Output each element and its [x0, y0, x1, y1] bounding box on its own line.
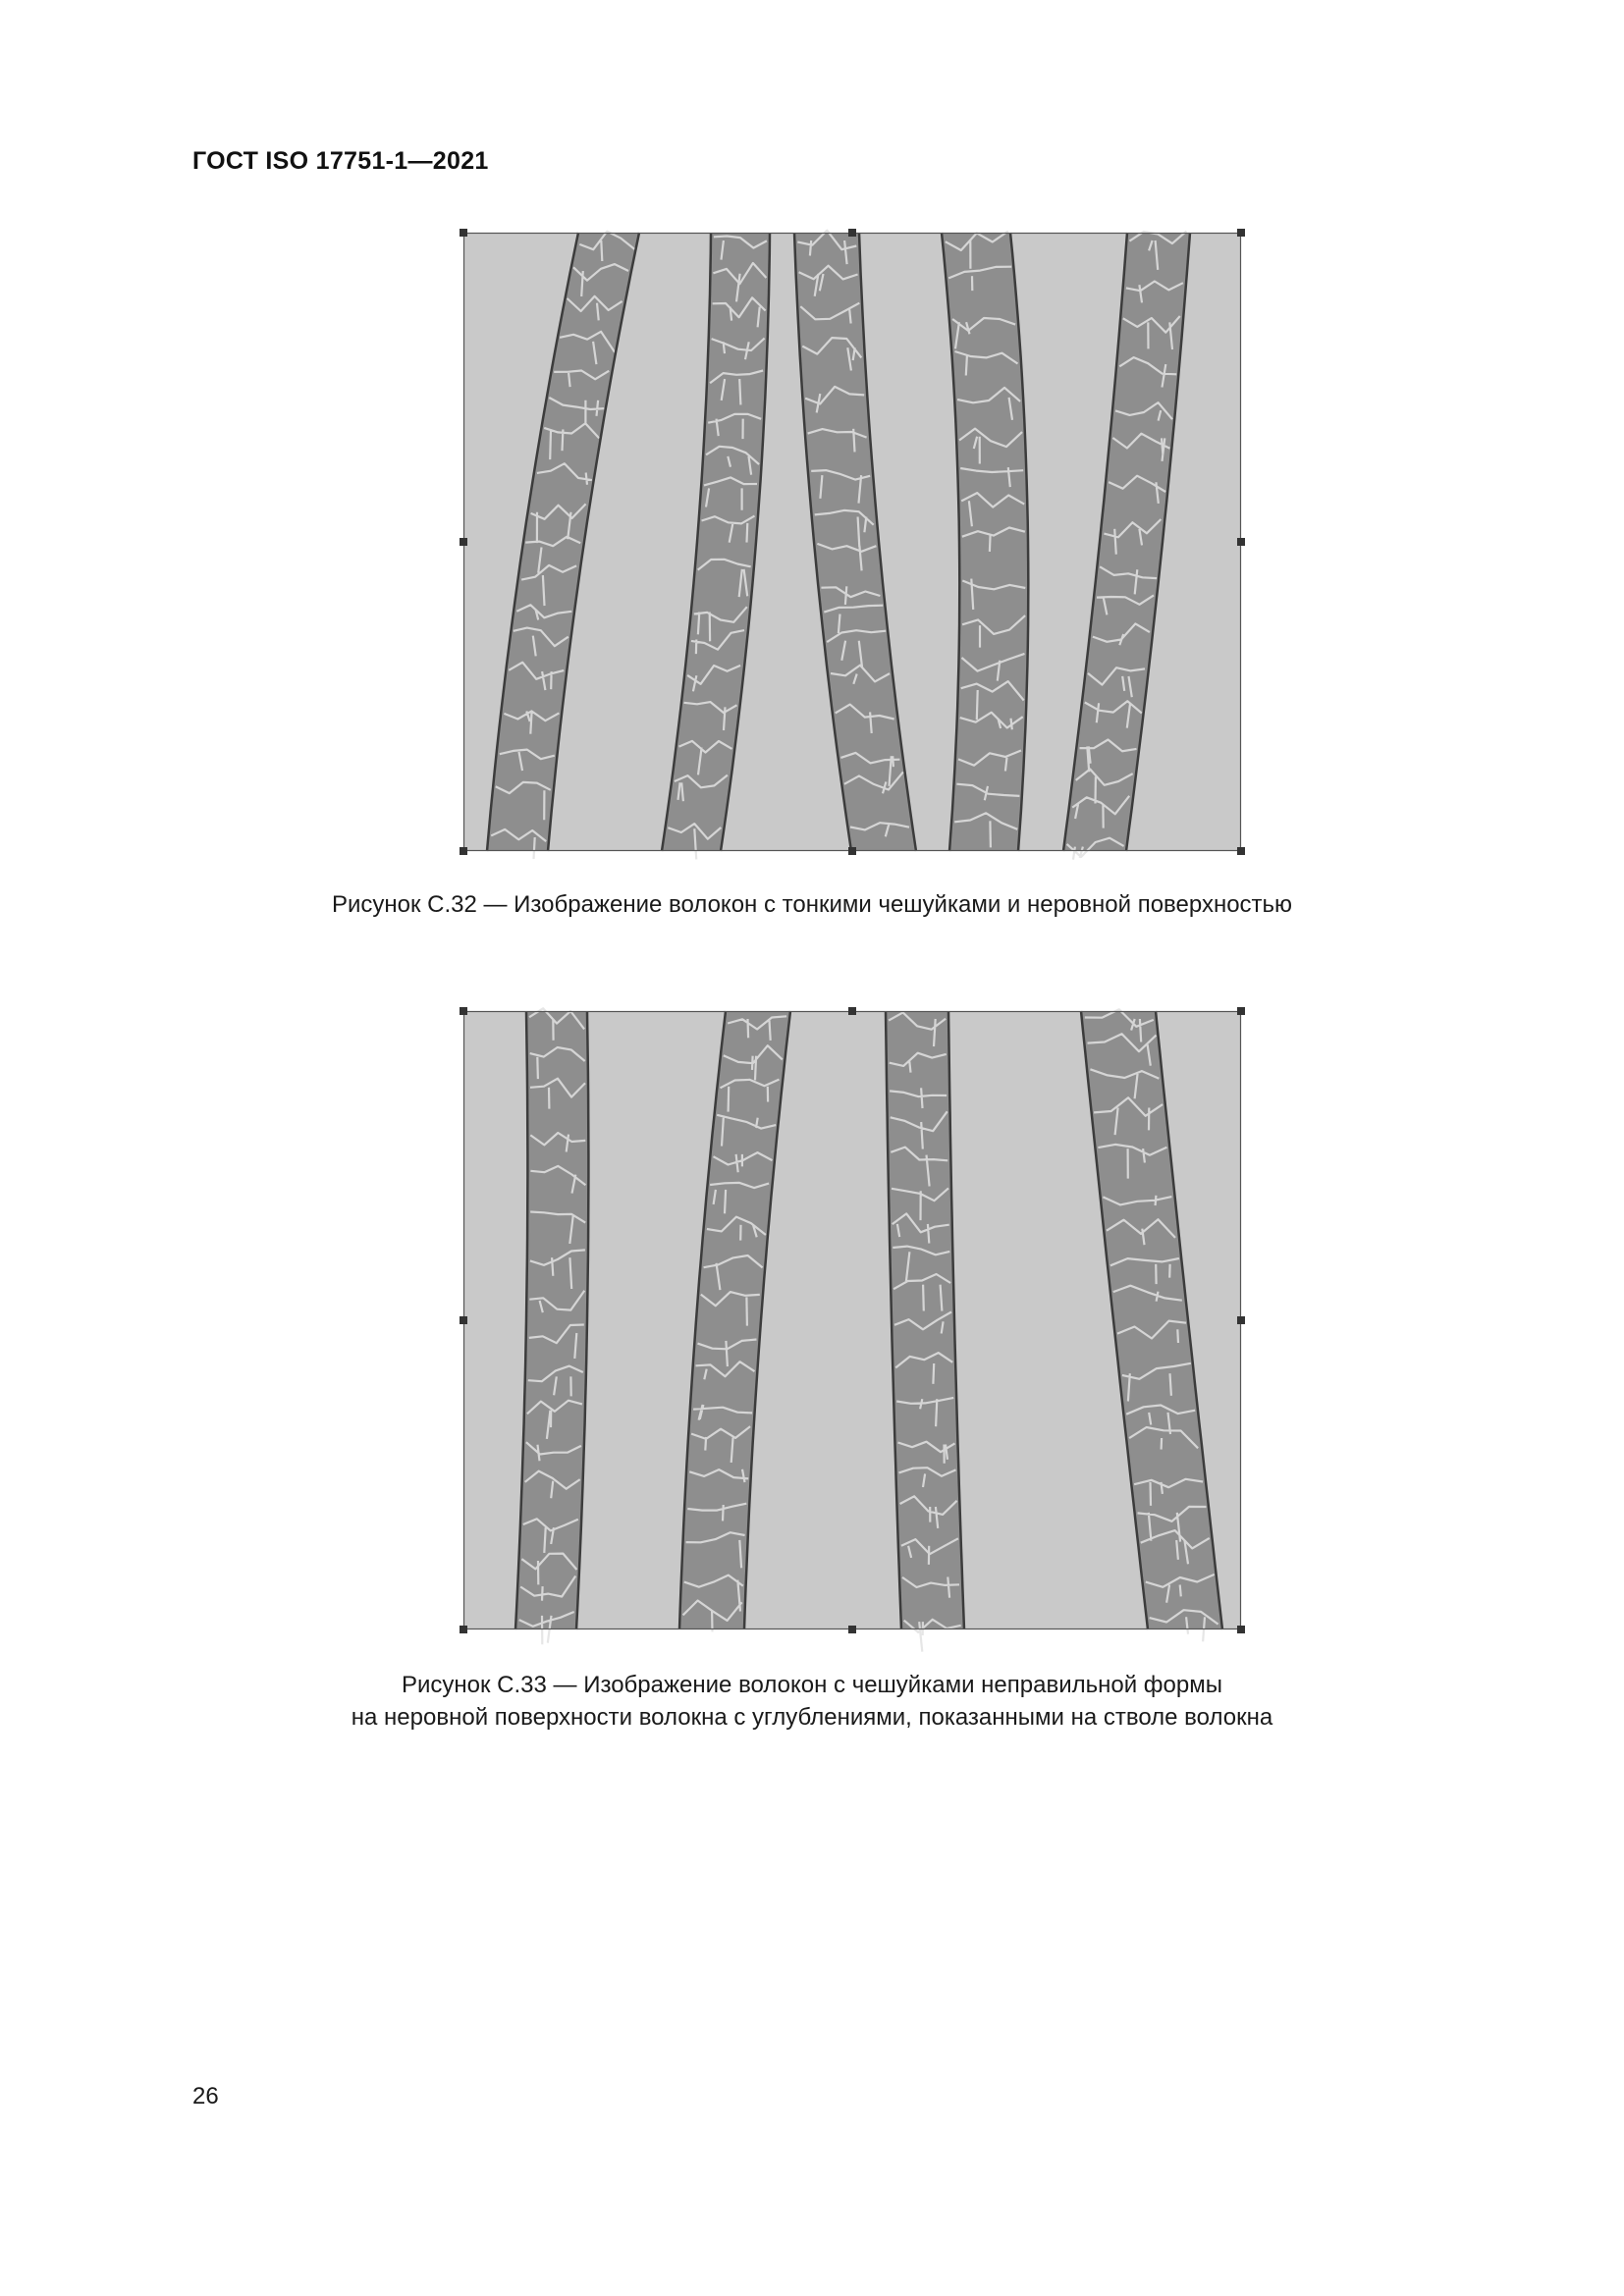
frame-marker	[1237, 847, 1245, 855]
caption-line: на неровной поверхности волокна с углублениями, показанными на стволе волокна	[351, 1704, 1273, 1731]
figure-c32-caption	[0, 888, 1624, 921]
fiber-micrograph-image	[463, 1011, 1241, 1629]
frame-marker	[1237, 1626, 1245, 1633]
frame-marker	[460, 1626, 467, 1633]
caption-line: Рисунок С.32 — Изображение волокон с тонкими чешуйками и неровной поверхностью	[331, 891, 1293, 918]
caption-line: Рисунок С.33 — Изображение волокон с чешуйками неправильной формы	[402, 1672, 1222, 1698]
figure-c32-micrograph	[463, 233, 1241, 851]
figure-c33-caption	[0, 1669, 1624, 1734]
frame-marker	[848, 1626, 856, 1633]
frame-marker	[460, 1007, 467, 1015]
frame-marker	[1237, 538, 1245, 546]
frame-marker	[460, 847, 467, 855]
fiber	[515, 1008, 588, 1644]
frame-marker	[848, 1007, 856, 1015]
document-header: ГОСТ ISO 17751-1—2021	[192, 147, 489, 175]
frame-marker	[460, 538, 467, 546]
figure-c33-micrograph	[463, 1011, 1241, 1629]
frame-marker	[848, 229, 856, 237]
fiber-micrograph-image	[463, 233, 1241, 851]
page-number: 26	[192, 2083, 219, 2109]
frame-marker	[1237, 1007, 1245, 1015]
frame-marker	[460, 1316, 467, 1324]
frame-marker	[1237, 1316, 1245, 1324]
frame-marker	[848, 847, 856, 855]
frame-marker	[1237, 229, 1245, 237]
frame-marker	[460, 229, 467, 237]
